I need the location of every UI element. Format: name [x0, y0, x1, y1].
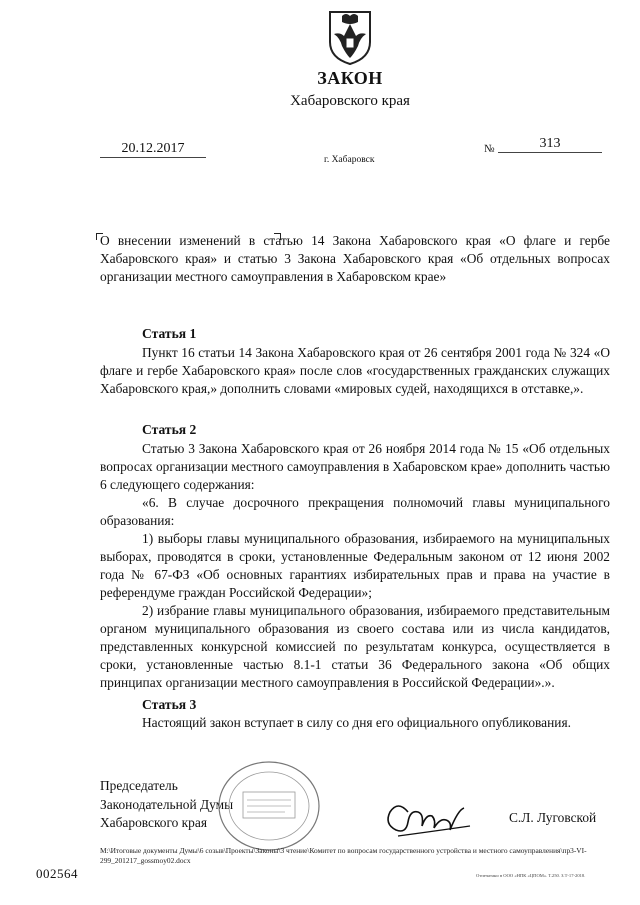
document-city: г. Хабаровск	[324, 155, 375, 165]
document-date: 20.12.2017	[100, 140, 206, 158]
document-title: ЗАКОН	[317, 68, 383, 88]
article-2-paragraph: «6. В случае досрочного прекращения полномочий главы муниципального образования:	[100, 495, 610, 528]
article-2-paragraph: 2) избрание главы муниципального образования, избираемого представительным органом муниципального образования из своего состава или из числа кандидатов, представленных конкурсной комиссией по результатам конкурса, осуществляется в сроки, установленные частью 8.1-1 статьи 36 Федерального закона «Об общих принципах организации местного самоуправления в Российской Федерации».».	[100, 603, 610, 690]
registry-number: 002564	[36, 866, 78, 881]
document-number: 313	[498, 135, 602, 153]
file-path-footer: M:\Итоговые документы Думы\6 созыв\Проекты\Законы\3 чтение\Комитет по вопросам государственного устройства и местного самоуправления\пр3-VI-299_201217_gossmoy02.docx	[100, 846, 587, 865]
signatory-position-line: Хабаровского края	[100, 815, 207, 830]
signatory-position	[100, 777, 233, 833]
article-2-paragraph: Статью 3 Закона Хабаровского края от 26 ноября 2014 года № 15 «Об отдельных вопросах организации местного самоуправления в Хабаровском крае» дополнить частью 6 следующего содержания:	[100, 441, 610, 492]
article-1-body	[100, 344, 610, 398]
article-1-paragraph: Пункт 16 статьи 14 Закона Хабаровского края от 26 сентября 2001 года № 324 «О флаге и гербе Хабаровского края» после слов «государственных гражданских служащих Хабаровского края,» дополнить словами «мировых судей, находящихся в отставке,».	[100, 345, 610, 396]
article-3-heading: Статья 3	[142, 697, 197, 712]
law-heading: О внесении изменений в статью 14 Закона Хабаровского края «О флаге и гербе Хабаровского края» и статью 3 Закона Хабаровского края «Об отдельных вопросах организации местного самоуправления в Хабаровском крае»	[100, 233, 610, 284]
signatory-name: С.Л. Луговской	[509, 810, 597, 825]
signatory-position-line: Законодательной Думы	[100, 796, 234, 812]
signatory-position-line: Председатель	[100, 778, 178, 793]
article-3-body	[100, 714, 610, 732]
number-sign: №	[484, 143, 495, 155]
article-2-body	[100, 440, 610, 692]
official-seal-stamp	[215, 758, 323, 854]
article-1-heading: Статья 1	[142, 326, 197, 341]
article-3-paragraph: Настоящий закон вступает в силу со дня его официального опубликования.	[142, 715, 571, 730]
coat-of-arms-emblem	[326, 8, 374, 66]
handwritten-signature	[378, 790, 478, 850]
print-info: Отпечатано в ООО «НПК «ЦПОМ». Т.250. З.Т-17-2018.	[476, 873, 586, 878]
document-subtitle: Хабаровского края	[290, 93, 410, 109]
article-2-heading: Статья 2	[142, 422, 197, 437]
article-2-paragraph: 1) выборы главы муниципального образования, избираемого на муниципальных выборах, проводятся в сроки, установленные Федеральным законом от 12 июня 2002 года № 67-ФЗ «Об основных гарантиях избирательных прав и права на участие в референдуме граждан Российской Федерации»;	[100, 531, 610, 600]
